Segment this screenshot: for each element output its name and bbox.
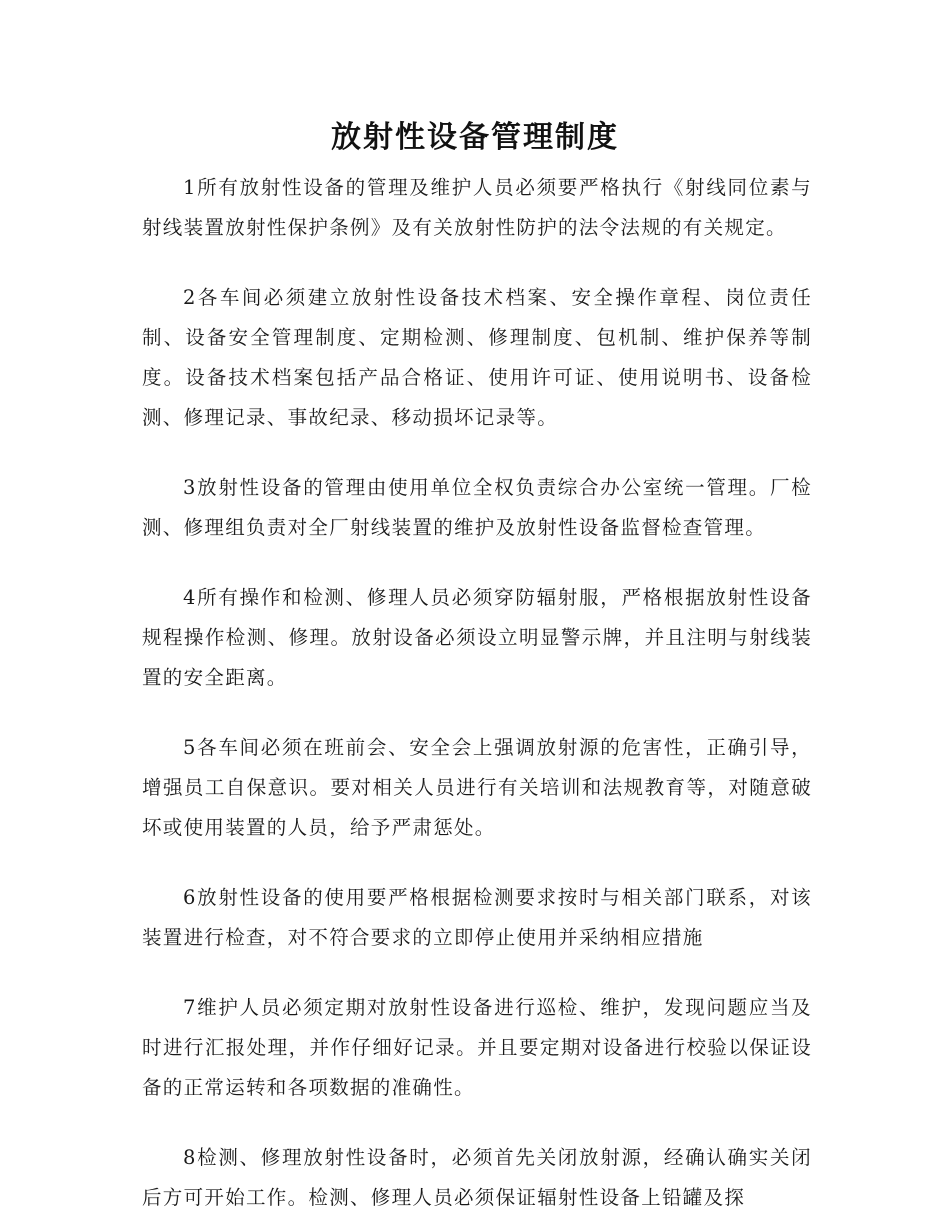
paragraph-6: 6放射性设备的使用要严格根据检测要求按时与相关部门联系，对该装置进行检查，对不符合要求的立即停止使用并采纳相应措施 (142, 886, 812, 949)
paragraph-7: 7维护人员必须定期对放射性设备进行巡检、维护，发现问题应当及时进行汇报处理，并作仔细好记录。并且要定期对设备进行校验以保证设备的正常运转和各项数据的准确性。 (142, 996, 812, 1099)
document-body (142, 168, 812, 1230)
paragraph-1: 1所有放射性设备的管理及维护人员必须要严格执行《射线同位素与射线装置放射性保护条例》及有关放射性防护的法令法规的有关规定。 (142, 176, 812, 239)
paragraph-2: 2各车间必须建立放射性设备技术档案、安全操作章程、岗位责任制、设备安全管理制度、定期检测、修理制度、包机制、维护保养等制度。设备技术档案包括产品合格证、使用许可证、使用说明书、设备检测、修理记录、事故纪录、移动损坏记录等。 (142, 286, 812, 429)
paragraph-8: 8检测、修理放射性设备时，必须首先关闭放射源，经确认确实关闭后方可开始工作。检测、修理人员必须保证辐射性设备上铅罐及探 (142, 1146, 812, 1209)
paragraph-4: 4所有操作和检测、修理人员必须穿防辐射服，严格根据放射性设备规程操作检测、修理。放射设备必须设立明显警示牌，并且注明与射线装置的安全距离。 (142, 586, 812, 689)
document-title: 放射性设备管理制度 (331, 120, 619, 155)
paragraph-3: 3放射性设备的管理由使用单位全权负责综合办公室统一管理。厂检测、修理组负责对全厂射线装置的维护及放射性设备监督检查管理。 (142, 476, 812, 539)
paragraph-5: 5各车间必须在班前会、安全会上强调放射源的危害性，正确引导，增强员工自保意识。要对相关人员进行有关培训和法规教育等，对随意破坏或使用装置的人员，给予严肃惩处。 (142, 736, 812, 839)
